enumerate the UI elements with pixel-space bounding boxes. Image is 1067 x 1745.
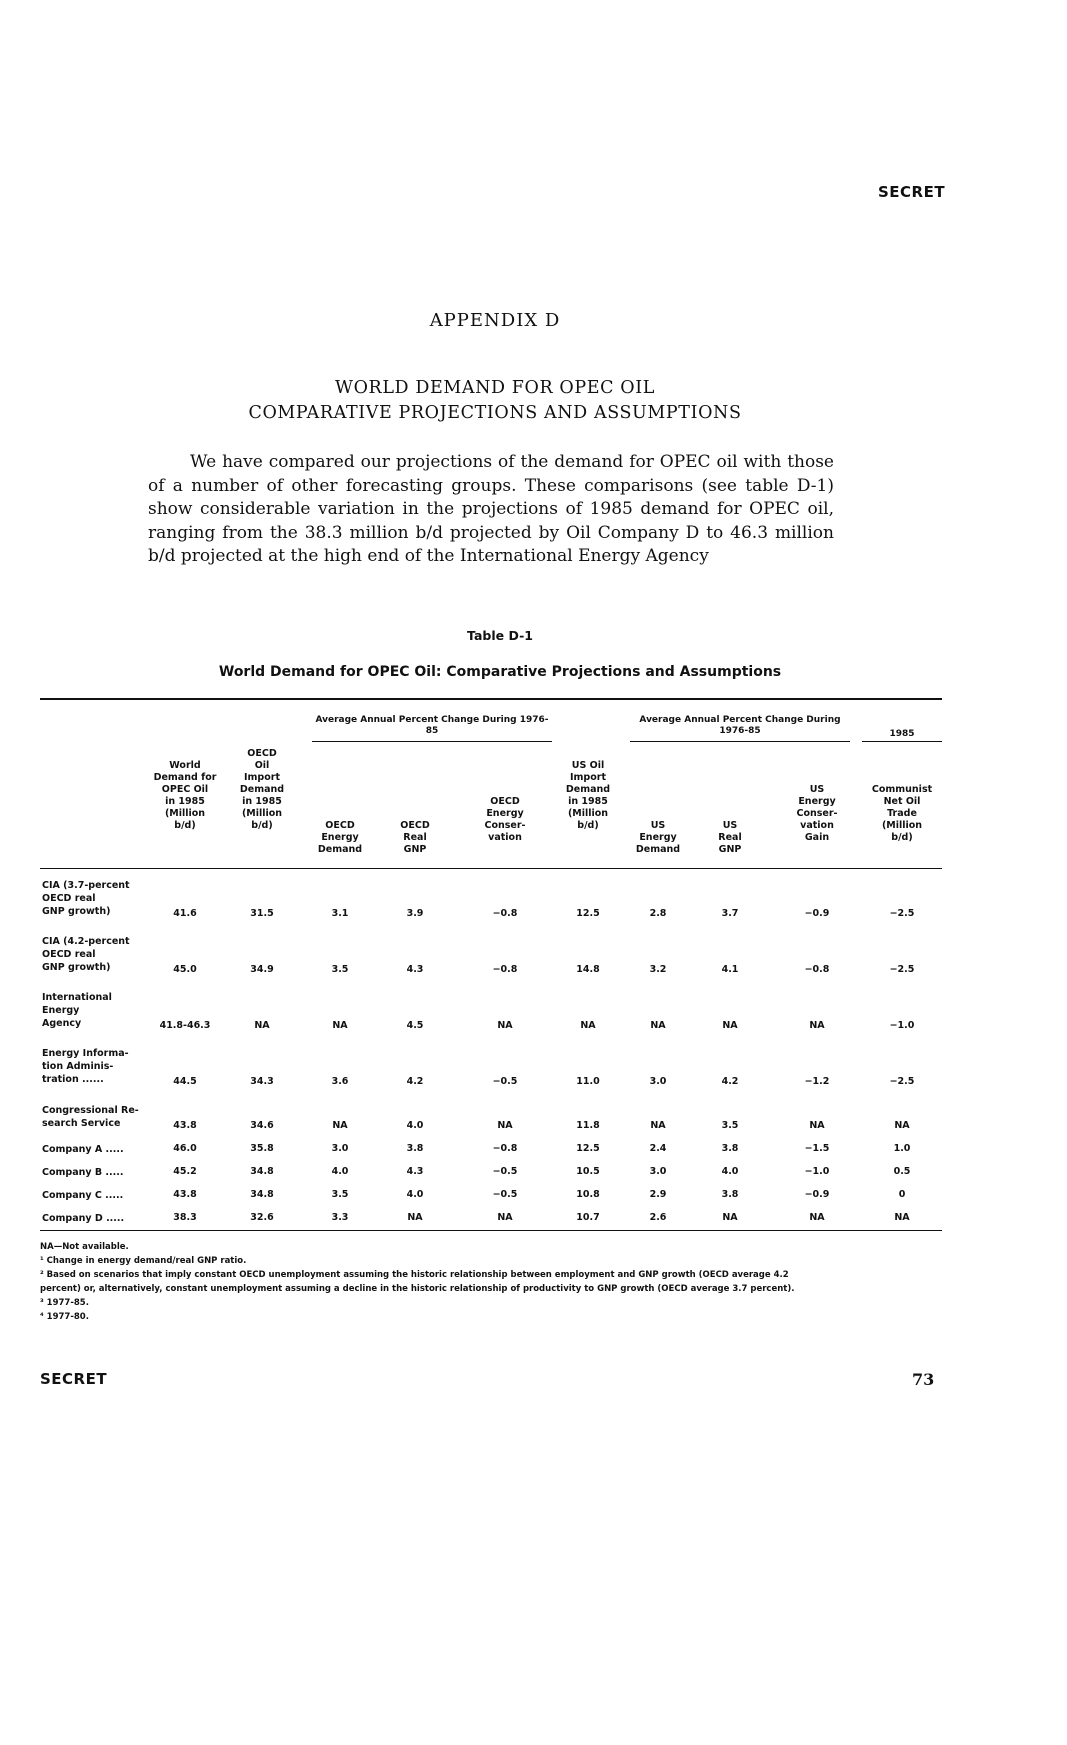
table-cell: −2.5 [889, 964, 915, 975]
table-cell: 43.8 [173, 1120, 197, 1131]
table-cell: 2.6 [649, 1212, 667, 1223]
table-top-rule [40, 698, 942, 700]
table-cell: 32.6 [250, 1212, 274, 1223]
table-cell: 3.5 [721, 1120, 739, 1131]
table-cell: 45.0 [173, 964, 197, 975]
table-cell: 3.5 [331, 1189, 349, 1200]
table-label: Table D-1 [467, 628, 533, 643]
table-cell: 4.1 [721, 964, 739, 975]
row-label-eia: Energy Informa- tion Adminis- tration ...... [42, 1048, 129, 1085]
us-group-rule [630, 741, 850, 742]
table-cell: 3.8 [406, 1143, 424, 1154]
page-title-line-2: COMPARATIVE PROJECTIONS AND ASSUMPTIONS [248, 403, 742, 423]
table-cell: 3.6 [331, 1076, 349, 1087]
table-cell: 3.7 [721, 908, 739, 919]
table-cell: −2.5 [889, 1076, 915, 1087]
intro-paragraph: We have compared our projections of the demand for OPEC oil with those of a number of other forecasting groups. These comparisons (see table D-1) show considerable variation in the projections of 1985 demand for OPEC oil, ranging from the 38.3 million b/d projected by Oil Company D to 46.3 million b/d projected at the high end of the International Energy Agency [148, 452, 834, 566]
table-cell: 45.2 [173, 1166, 197, 1177]
row-label-iea: International Energy Agency [42, 992, 112, 1029]
footnote: ³ 1977-85. [40, 1298, 89, 1308]
year-group-rule [862, 741, 942, 742]
table-cell: 34.3 [250, 1076, 274, 1087]
table-cell: 3.8 [721, 1143, 739, 1154]
table-cell: 4.2 [406, 1076, 424, 1087]
table-cell: 3.3 [331, 1212, 349, 1223]
table-cell: 41.8-46.3 [159, 1020, 211, 1031]
appendix-heading: APPENDIX D [429, 310, 561, 331]
col-header-oecd-conservation: OECD Energy Conser- vation [484, 796, 526, 843]
table-cell: NA [254, 1020, 270, 1031]
col-header-oecd-import: OECD Oil Import Demand in 1985 (Million b/d) [239, 748, 285, 831]
footnote: ¹ Change in energy demand/real GNP ratio. [40, 1256, 247, 1266]
table-cell: 2.4 [649, 1143, 667, 1154]
table-footnotes [40, 1240, 940, 1324]
row-label-company-d: Company D ..... [42, 1213, 125, 1224]
table-cell: 12.5 [576, 908, 600, 919]
table-cell: 44.5 [173, 1076, 197, 1087]
table-cell: 34.8 [250, 1166, 274, 1177]
table-title: World Demand for OPEC Oil: Comparative Projections and Assumptions [218, 664, 782, 680]
table-cell: 46.0 [173, 1143, 197, 1154]
table-cell: −2.5 [889, 908, 915, 919]
table-cell: 41.6 [173, 908, 197, 919]
table-cell: 11.8 [576, 1120, 600, 1131]
table-cell: 3.0 [649, 1076, 667, 1087]
table-cell: NA [580, 1020, 596, 1031]
table-cell: −1.5 [804, 1143, 830, 1154]
classification-marking-top: SECRET [878, 183, 946, 201]
table-cell: NA [809, 1212, 825, 1223]
table-cell: NA [497, 1120, 513, 1131]
table-cell: 3.0 [331, 1143, 349, 1154]
table-cell: 4.3 [406, 1166, 424, 1177]
table-cell: 2.9 [649, 1189, 667, 1200]
table-cell: 34.8 [250, 1189, 274, 1200]
table-cell: NA [497, 1020, 513, 1031]
table-cell: NA [894, 1212, 910, 1223]
table-cell: NA [497, 1212, 513, 1223]
col-header-us-oil-import: US Oil Import Demand in 1985 (Million b/d) [565, 760, 611, 831]
table-cell: 14.8 [576, 964, 600, 975]
table-cell: −1.0 [889, 1020, 915, 1031]
table-cell: 34.9 [250, 964, 274, 975]
table-cell: 10.7 [576, 1212, 600, 1223]
table-cell: −0.5 [492, 1076, 518, 1087]
table-cell: NA [407, 1212, 423, 1223]
row-label-cia-42: CIA (4.2-percent OECD real GNP growth) [42, 936, 130, 973]
table-cell: −1.2 [804, 1076, 830, 1087]
table-cell: 0 [898, 1189, 906, 1200]
table-cell: 3.5 [331, 964, 349, 975]
table-cell: −0.9 [804, 908, 830, 919]
row-label-company-a: Company A ..... [42, 1144, 124, 1155]
header-bottom-rule [40, 868, 942, 869]
table-cell: 43.8 [173, 1189, 197, 1200]
footnote: ² Based on scenarios that imply constant OECD unemployment assuming the historic relationship between employment and GNP growth (OECD average 4.2 [40, 1270, 789, 1280]
table-cell: 10.5 [576, 1166, 600, 1177]
table-cell: 4.3 [406, 964, 424, 975]
table-cell: 38.3 [173, 1212, 197, 1223]
table-cell: 4.5 [406, 1020, 424, 1031]
col-header-world-demand: World Demand for OPEC Oil in 1985 (Million b/d) [153, 760, 217, 831]
table-cell: 1.0 [893, 1143, 911, 1154]
table-cell: 10.8 [576, 1189, 600, 1200]
col-header-us-conservation: US Energy Conser- vation Gain [796, 784, 838, 843]
table-cell: 4.0 [406, 1189, 424, 1200]
table-cell: 4.0 [721, 1166, 739, 1177]
table-cell: −0.8 [492, 964, 518, 975]
classification-marking-bottom: SECRET [40, 1370, 108, 1388]
group-header-1985: 1985 [889, 729, 915, 739]
table-cell: NA [722, 1020, 738, 1031]
table-cell: −0.5 [492, 1189, 518, 1200]
col-header-us-energy-demand: US Energy Demand [635, 820, 681, 855]
group-header-oecd: Average Annual Percent Change During 1976-85 [315, 715, 549, 736]
table-cell: −0.8 [492, 908, 518, 919]
table-cell: −0.8 [804, 964, 830, 975]
table-cell: NA [894, 1120, 910, 1131]
table-cell: 4.2 [721, 1076, 739, 1087]
col-header-communist-trade: Communist Net Oil Trade (Million b/d) [871, 784, 933, 843]
table-cell: 34.6 [250, 1120, 274, 1131]
col-header-oecd-energy-demand: OECD Energy Demand [317, 820, 363, 855]
group-header-us: Average Annual Percent Change During 1976-85 [639, 715, 841, 736]
table-cell: 11.0 [576, 1076, 600, 1087]
table-cell: 4.0 [406, 1120, 424, 1131]
table-cell: 3.9 [406, 908, 424, 919]
table-cell: 3.0 [649, 1166, 667, 1177]
table-cell: −1.0 [804, 1166, 830, 1177]
row-label-cia-37: CIA (3.7-percent OECD real GNP growth) [42, 880, 130, 917]
table-cell: 35.8 [250, 1143, 274, 1154]
table-cell: 3.8 [721, 1189, 739, 1200]
table-cell: 0.5 [893, 1166, 911, 1177]
table-cell: NA [809, 1020, 825, 1031]
table-cell: NA [332, 1020, 348, 1031]
table-cell: 3.1 [331, 908, 349, 919]
table-bottom-rule [40, 1230, 942, 1231]
table-cell: 31.5 [250, 908, 274, 919]
table-cell: NA [722, 1212, 738, 1223]
page-number: 73 [912, 1370, 935, 1389]
col-header-oecd-real-gnp: OECD Real GNP [400, 820, 430, 855]
table-cell: −0.8 [492, 1143, 518, 1154]
footnote: percent) or, alternatively, constant unemployment assuming a decline in the historic relationship of productivity to GNP growth (OECD average 3.7 percent). [40, 1284, 795, 1294]
table-cell: NA [809, 1120, 825, 1131]
oecd-group-rule [312, 741, 552, 742]
table-cell: 4.0 [331, 1166, 349, 1177]
table-cell: NA [650, 1020, 666, 1031]
page-title-line-1: WORLD DEMAND FOR OPEC OIL [335, 378, 655, 398]
row-label-company-c: Company C ..... [42, 1190, 124, 1201]
col-header-us-real-gnp: US Real GNP [718, 820, 742, 855]
table-cell: 12.5 [576, 1143, 600, 1154]
table-cell: NA [332, 1120, 348, 1131]
table-cell: 3.2 [649, 964, 667, 975]
footnote: NA—Not available. [40, 1242, 129, 1252]
table-cell: 2.8 [649, 908, 667, 919]
row-label-company-b: Company B ..... [42, 1167, 124, 1178]
table-cell: −0.5 [492, 1166, 518, 1177]
table-cell: −0.9 [804, 1189, 830, 1200]
row-label-crs: Congressional Re- search Service [42, 1105, 139, 1129]
footnote: ⁴ 1977-80. [40, 1312, 89, 1322]
table-cell: NA [650, 1120, 666, 1131]
